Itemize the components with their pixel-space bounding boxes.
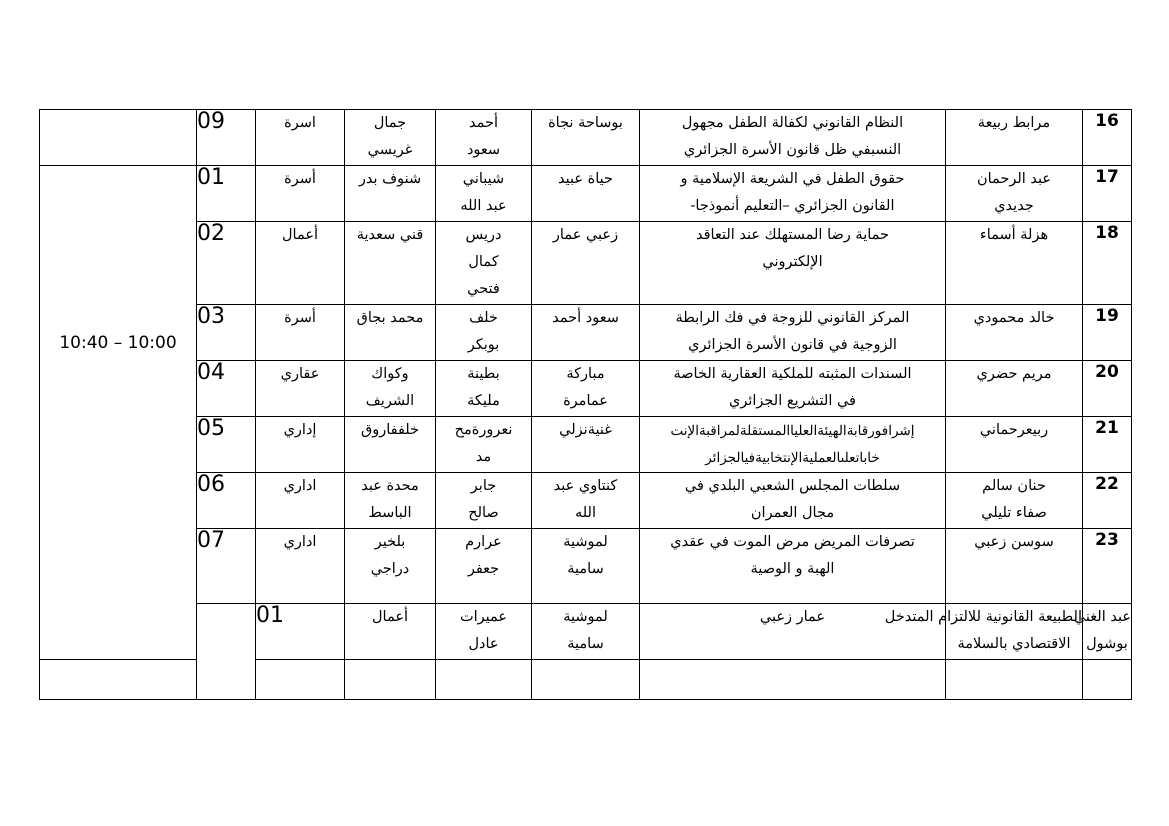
group-number: 05 [197, 417, 256, 473]
group-number: 01 [197, 166, 256, 222]
empty-cell [345, 660, 436, 700]
student-name-cell: سوسن زعبي [946, 529, 1083, 604]
table-row [40, 529, 1132, 604]
student-name-cell: مرابط ربيعة [946, 110, 1083, 166]
supervisor-cell: بوساحة نجاة [532, 110, 640, 166]
examiner-2-cell: بلخير دراجي [345, 529, 436, 604]
specialty-cell: أعمال [256, 222, 345, 305]
specialty-cell: اداري [256, 473, 345, 529]
student-name-cell: هزلة أسماء [946, 222, 1083, 305]
table-row [40, 110, 1132, 166]
thesis-title-cell: السندات المثبته للملكية العقارية الخاصة في التشريع الجزائري [640, 361, 946, 417]
supervisor-cell: عمار زعبي [640, 604, 946, 660]
empty-cell [640, 660, 946, 700]
student-name-cell: عبد الرحمان جديدي [946, 166, 1083, 222]
empty-cell [436, 660, 532, 700]
examiner-1-cell: أحمد سعود [436, 110, 532, 166]
session-time: 10:40 – 10:00 [59, 332, 177, 353]
row-number: 22 [1083, 473, 1132, 529]
group-number: 01 [256, 604, 345, 660]
examiner-2-cell: وكواك الشريف [345, 361, 436, 417]
table-row [40, 473, 1132, 529]
thesis-title-cell: تصرفات المريض مرض الموت في عقدي الهبة و الوصية [640, 529, 946, 604]
specialty-cell: أسرة [256, 305, 345, 361]
table-row [40, 604, 1132, 660]
examiner-1-cell: شيباني عبد الله [436, 166, 532, 222]
thesis-title-cell: حماية رضا المستهلك عند التعاقد الإلكتروني [640, 222, 946, 305]
examiner-2-cell: عميرات عادل [436, 604, 532, 660]
session-time-cell [40, 166, 197, 660]
table-row [40, 166, 1132, 222]
specialty-cell: أعمال [345, 604, 436, 660]
specialty-cell: اداري [256, 529, 345, 604]
table-row [40, 222, 1132, 305]
empty-cell [40, 660, 197, 700]
time-cell-empty [40, 110, 197, 166]
supervisor-cell: غنيةنزلي [532, 417, 640, 473]
examiner-2-cell: محدة عبد الباسط [345, 473, 436, 529]
examiner-2-cell: خلففاروق [345, 417, 436, 473]
group-number: 07 [197, 529, 256, 604]
empty-cell [532, 660, 640, 700]
thesis-title-cell: النظام القانوني لكفالة الطفل مجهول النسبفي ظل قانون الأسرة الجزائري [640, 110, 946, 166]
table-row [40, 305, 1132, 361]
group-number: 02 [197, 222, 256, 305]
thesis-title-cell: المركز القانوني للزوجة في فك الرابطة الزوجية في قانون الأسرة الجزائري [640, 305, 946, 361]
empty-cell [946, 660, 1083, 700]
row-number: 21 [1083, 417, 1132, 473]
examiner-2-cell: جمال غريسي [345, 110, 436, 166]
table-row [40, 417, 1132, 473]
examiner-1-cell: عرارم جعفر [436, 529, 532, 604]
examiner-1-cell: خلف بوبكر [436, 305, 532, 361]
examiner-1-cell: لموشية سامية [532, 604, 640, 660]
defense-schedule-table [39, 109, 1132, 700]
supervisor-cell: سعود أحمد [532, 305, 640, 361]
group-number: 03 [197, 305, 256, 361]
supervisor-cell: حياة عبيد [532, 166, 640, 222]
group-number: 04 [197, 361, 256, 417]
row-number: 18 [1083, 222, 1132, 305]
row-number: 17 [1083, 166, 1132, 222]
specialty-cell: عقاري [256, 361, 345, 417]
empty-cell [1083, 660, 1132, 700]
row-number: 16 [1083, 110, 1132, 166]
specialty-cell: أسرة [256, 166, 345, 222]
student-name-cell: ربيعرحماني [946, 417, 1083, 473]
thesis-title-cell: الطبيعة القانونية للالتزام المتدخل الاقتصادي بالسلامة [946, 604, 1083, 660]
examiner-1-cell: جابر صالح [436, 473, 532, 529]
examiner-1-cell: نعرورةمح مد [436, 417, 532, 473]
empty-cell [256, 660, 345, 700]
examiner-2-cell: شنوف بدر [345, 166, 436, 222]
specialty-cell: اسرة [256, 110, 345, 166]
supervisor-cell: مباركة عمامرة [532, 361, 640, 417]
group-number: 09 [197, 110, 256, 166]
supervisor-cell: لموشية سامية [532, 529, 640, 604]
thesis-title-cell: إشرافورقابةالهيئةالعلياالمستقلةلمراقبةالإنت خاباتعلىالعمليةالإنتخابيةفيالجزائر [640, 417, 946, 473]
examiner-1-cell: بطينة مليكة [436, 361, 532, 417]
group-number: 06 [197, 473, 256, 529]
row-number: 20 [1083, 361, 1132, 417]
examiner-2-cell: قني سعدية [345, 222, 436, 305]
thesis-title-cell: حقوق الطفل في الشريعة الإسلامية و القانون الجزائري –التعليم أنموذجا- [640, 166, 946, 222]
row-number: 19 [1083, 305, 1132, 361]
row-number: 23 [1083, 529, 1132, 604]
student-name-cell: عبد الغني بوشول [1083, 604, 1132, 660]
student-name-cell: حنان سالم صفاء تليلي [946, 473, 1083, 529]
time-cell-empty [197, 604, 256, 700]
thesis-title-cell: سلطات المجلس الشعبي البلدي في مجال العمران [640, 473, 946, 529]
examiner-2-cell: محمد بجاق [345, 305, 436, 361]
supervisor-cell: كنتاوي عبد الله [532, 473, 640, 529]
examiner-1-cell: دريس كمال فتحي [436, 222, 532, 305]
student-name-cell: مريم حضري [946, 361, 1083, 417]
specialty-cell: إداري [256, 417, 345, 473]
supervisor-cell: زعبي عمار [532, 222, 640, 305]
student-name-cell: خالد محمودي [946, 305, 1083, 361]
table-row [40, 361, 1132, 417]
